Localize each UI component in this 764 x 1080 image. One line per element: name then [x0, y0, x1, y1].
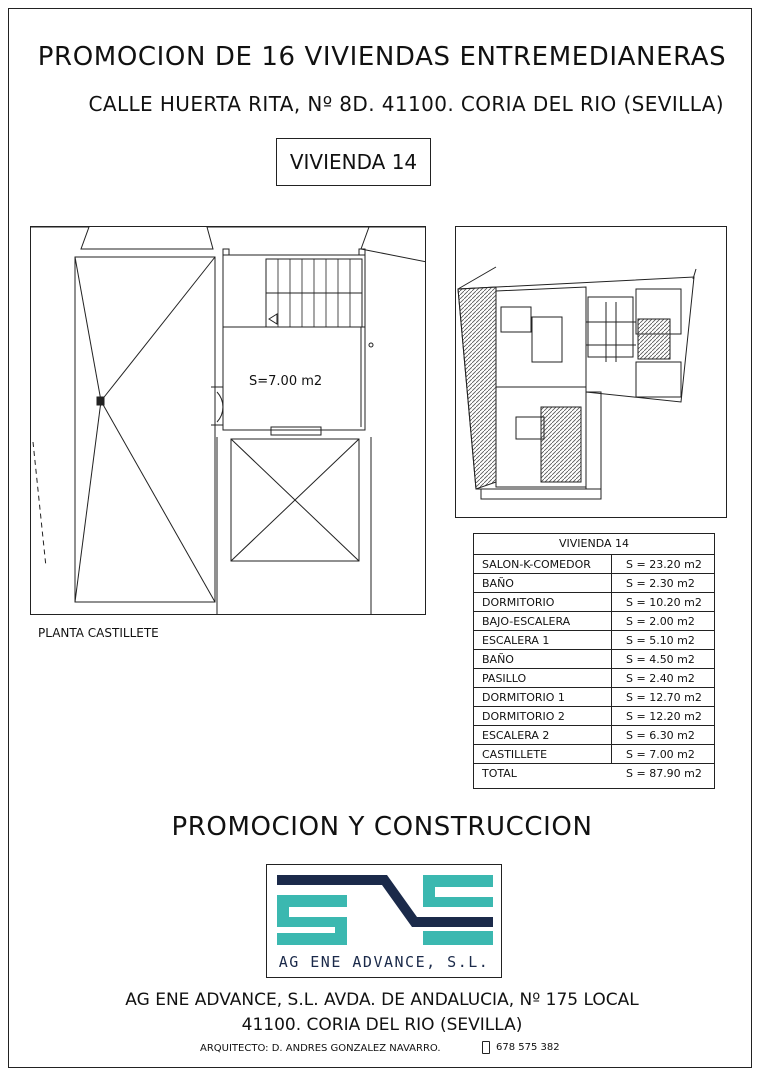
room-area: S = 12.70 m2: [612, 687, 714, 706]
table-row: [474, 573, 714, 592]
unit-label: VIVIENDA 14: [289, 150, 418, 174]
table-row: [474, 706, 714, 725]
castillete-floor-plan: [30, 226, 426, 615]
room-name: BAÑO: [474, 573, 612, 592]
floor-plan-drawing: [31, 227, 426, 615]
plan-caption: PLANTA CASTILLETE: [38, 626, 159, 640]
company-city: 41100. CORIA DEL RIO (SEVILLA): [241, 1015, 523, 1035]
room-area: S = 12.20 m2: [612, 706, 714, 725]
room-area: S = 10.20 m2: [612, 592, 714, 611]
table-row: [474, 630, 714, 649]
area-table: [473, 533, 715, 789]
table-row: [474, 668, 714, 687]
room-name: ESCALERA 2: [474, 725, 612, 744]
table-row: [474, 687, 714, 706]
logo-company-name: AG ENE ADVANCE, S.L.: [278, 953, 490, 971]
room-name: DORMITORIO: [474, 592, 612, 611]
room-area: S = 6.30 m2: [612, 725, 714, 744]
project-title: PROMOCION DE 16 VIVIENDAS ENTREMEDIANERAS: [37, 42, 727, 72]
location-key-plan: [455, 226, 727, 518]
project-address: CALLE HUERTA RITA, Nº 8D. 41100. CORIA DEL RIO (SEVILLA): [88, 92, 724, 116]
room-name: BAÑO: [474, 649, 612, 668]
room-area: S = 7.00 m2: [612, 744, 714, 763]
castillete-area-label: S=7.00 m2: [249, 374, 323, 389]
area-table-title: VIVIENDA 14: [558, 537, 629, 550]
unit-label-box: [276, 138, 431, 186]
total-area: S = 87.90 m2: [626, 767, 702, 780]
room-area: S = 2.00 m2: [612, 611, 714, 630]
room-area: S = 2.40 m2: [612, 668, 714, 687]
table-row: [474, 725, 714, 744]
phone-contact: [482, 1041, 560, 1054]
promotion-heading: PROMOCION Y CONSTRUCCION: [171, 812, 593, 842]
room-area: S = 23.20 m2: [612, 554, 714, 573]
room-area: S = 2.30 m2: [612, 573, 714, 592]
table-row: [474, 611, 714, 630]
company-address: AG ENE ADVANCE, S.L. AVDA. DE ANDALUCIA, Nº 175 LOCAL: [125, 990, 639, 1010]
room-name: DORMITORIO 2: [474, 706, 612, 725]
logo-mark: [267, 865, 502, 955]
room-name: SALON-K-COMEDOR: [474, 554, 612, 573]
room-name: PASILLO: [474, 668, 612, 687]
company-logo: [266, 864, 502, 978]
key-plan-drawing: [456, 227, 727, 518]
phone-number: 678 575 382: [496, 1042, 560, 1053]
room-name: DORMITORIO 1: [474, 687, 612, 706]
phone-icon: [482, 1041, 490, 1054]
total-label: TOTAL: [482, 767, 517, 780]
room-area: S = 4.50 m2: [612, 649, 714, 668]
table-row: [474, 554, 714, 573]
room-area: S = 5.10 m2: [612, 630, 714, 649]
room-name: CASTILLETE: [474, 744, 612, 763]
room-name: BAJO-ESCALERA: [474, 611, 612, 630]
table-row: [474, 649, 714, 668]
total-row: [474, 763, 714, 788]
room-name: ESCALERA 1: [474, 630, 612, 649]
table-row: [474, 592, 714, 611]
architect-credit: ARQUITECTO: D. ANDRES GONZALEZ NAVARRO.: [200, 1043, 441, 1054]
table-row: [474, 744, 714, 763]
